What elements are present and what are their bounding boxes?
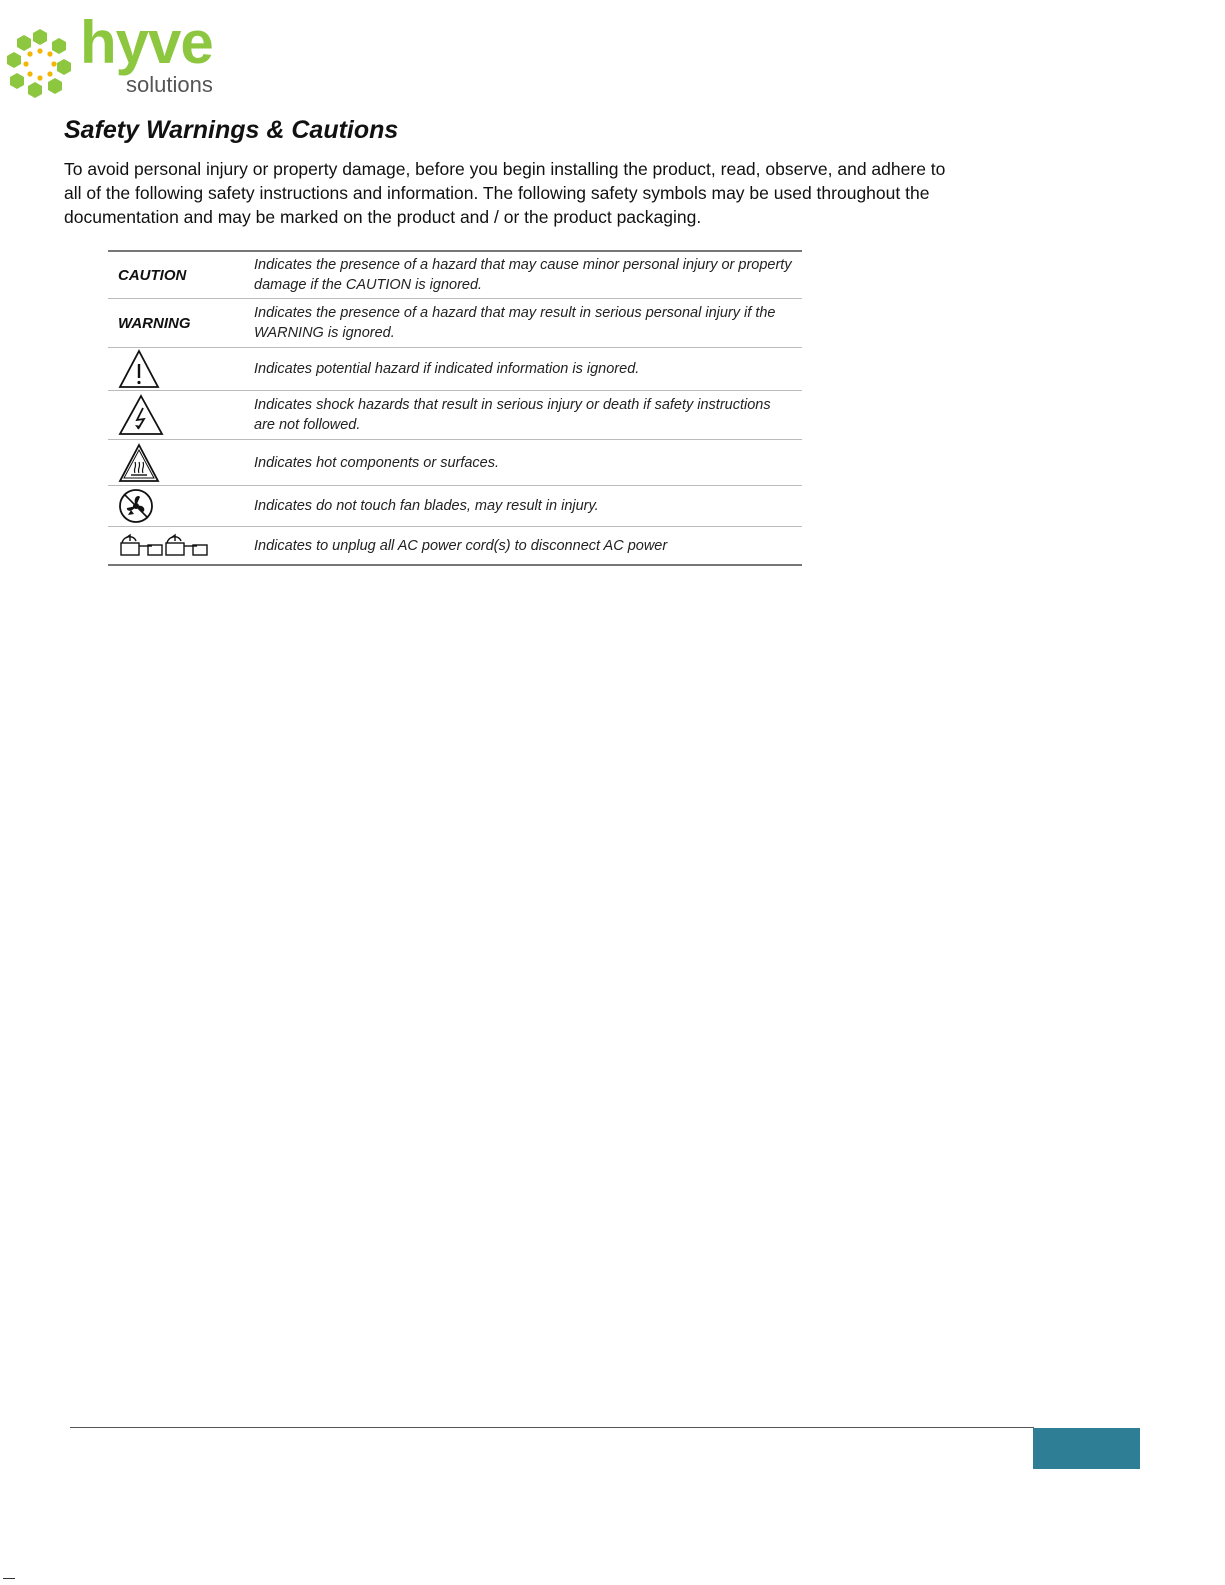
safety-symbols-table xyxy=(108,250,802,566)
footer-page-block xyxy=(1033,1428,1140,1469)
hyve-logo-mark-icon xyxy=(4,26,76,100)
hot-surface-icon xyxy=(118,443,160,483)
symbol-cell xyxy=(108,443,254,483)
symbol-row-hot-surface xyxy=(108,440,802,486)
symbol-row-warning xyxy=(108,299,802,348)
symbol-cell xyxy=(108,349,254,389)
intro-paragraph: To avoid personal injury or property damage, before you begin installing the product, read, observe, and adhere to all of the following safety instructions and information. The following safety symbols may be used throughout the documentation and may be marked on the product and / or the product packaging. xyxy=(64,159,946,227)
corner-mark xyxy=(3,1578,15,1579)
general-warning-icon xyxy=(118,349,160,389)
symbol-row-fan-blade xyxy=(108,486,802,527)
symbol-cell xyxy=(108,533,254,559)
symbol-row-unplug-power xyxy=(108,527,802,564)
symbol-description: Indicates hot components or surfaces. xyxy=(254,454,500,471)
unplug-power-icon xyxy=(118,533,210,559)
symbol-row-general-warning xyxy=(108,348,802,391)
symbol-description: Indicates to unplug all AC power cord(s) to disconnect AC power xyxy=(254,537,668,554)
fan-blade-icon xyxy=(118,488,154,524)
symbol-description: Indicates the presence of a hazard that may result in serious personal injury if the WARNING is ignored. xyxy=(254,305,776,341)
symbol-description: Indicates do not touch fan blades, may result in injury. xyxy=(254,498,599,514)
caution-label: CAUTION xyxy=(118,266,187,284)
logo-wordmark: hyve xyxy=(80,9,213,76)
page-heading: Safety Warnings & Cautions xyxy=(64,116,399,144)
symbol-row-electric-shock xyxy=(108,391,802,440)
hyve-logo xyxy=(4,9,234,102)
symbol-cell xyxy=(108,488,254,524)
symbol-description: Indicates shock hazards that result in serious injury or death if safety instructions are not followed. xyxy=(254,397,771,433)
symbol-cell xyxy=(108,267,254,284)
symbol-description: Indicates the presence of a hazard that may cause minor personal injury or property damage if the CAUTION is ignored. xyxy=(254,257,792,293)
symbol-description: Indicates potential hazard if indicated information is ignored. xyxy=(254,361,640,377)
symbol-row-caution xyxy=(108,252,802,299)
symbol-cell xyxy=(108,394,254,436)
warning-label: WARNING xyxy=(118,314,191,332)
footer-rule xyxy=(70,1427,1034,1428)
symbol-cell xyxy=(108,315,254,332)
logo-subtitle: solutions xyxy=(126,72,213,97)
electric-shock-icon xyxy=(118,394,164,436)
